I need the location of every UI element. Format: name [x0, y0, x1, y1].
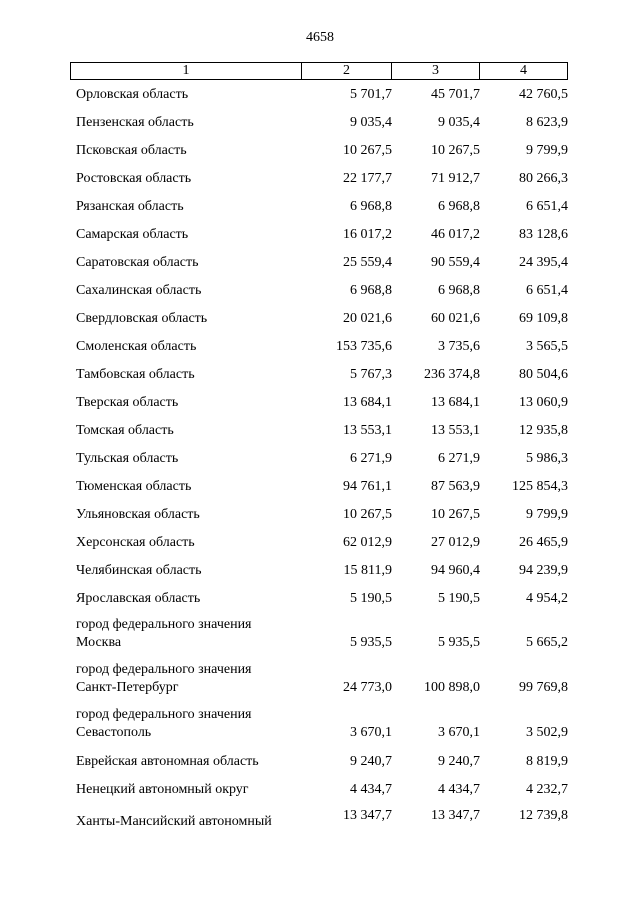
value-col-3: 27 012,9 — [431, 535, 480, 550]
table-row — [70, 364, 570, 392]
region-name: Ростовская область — [76, 171, 192, 186]
value-col-4: 12 739,8 — [519, 808, 568, 823]
value-col-2: 3 670,1 — [350, 725, 392, 740]
table-row — [70, 661, 570, 706]
value-col-4: 8 819,9 — [526, 754, 568, 769]
region-name-line-1: город федерального значения — [76, 662, 252, 677]
value-col-3: 13 347,7 — [431, 808, 480, 823]
value-col-4: 8 623,9 — [526, 115, 568, 130]
value-col-3: 236 374,8 — [424, 367, 480, 382]
region-name — [76, 616, 316, 652]
value-col-4: 5 665,2 — [526, 635, 568, 650]
header-col-3: 3 — [392, 63, 480, 79]
table-row — [70, 392, 570, 420]
table-row — [70, 280, 570, 308]
value-col-2: 13 684,1 — [343, 395, 392, 410]
value-col-4: 24 395,4 — [519, 255, 568, 270]
table-row — [70, 420, 570, 448]
table-row — [70, 532, 570, 560]
value-col-4: 12 935,8 — [519, 423, 568, 438]
value-col-2: 24 773,0 — [343, 680, 392, 695]
table-row — [70, 336, 570, 364]
region-name-line-1: город федерального значения — [76, 707, 252, 722]
region-name: Тюменская область — [76, 479, 192, 494]
header-col-1: 1 — [71, 63, 302, 79]
region-name: Ярославская область — [76, 591, 201, 606]
value-col-4: 80 266,3 — [519, 171, 568, 186]
value-col-3: 6 968,8 — [438, 199, 480, 214]
value-col-3: 94 960,4 — [431, 563, 480, 578]
value-col-2: 5 190,5 — [350, 591, 392, 606]
value-col-3: 60 021,6 — [431, 311, 480, 326]
value-col-3: 10 267,5 — [431, 143, 480, 158]
value-col-3: 6 271,9 — [438, 451, 480, 466]
region-name: Тамбовская область — [76, 367, 195, 382]
table-row — [70, 84, 570, 112]
table-row — [70, 196, 570, 224]
value-col-2: 6 968,8 — [350, 199, 392, 214]
region-name: Рязанская область — [76, 199, 184, 214]
value-col-3: 71 912,7 — [431, 171, 480, 186]
region-name — [76, 706, 316, 742]
value-col-3: 3 735,6 — [438, 339, 480, 354]
region-name: Орловская область — [76, 87, 189, 102]
value-col-3: 13 553,1 — [431, 423, 480, 438]
table-row — [70, 751, 570, 779]
region-name: Томская область — [76, 423, 174, 438]
value-col-4: 94 239,9 — [519, 563, 568, 578]
page-number: 4658 — [306, 30, 334, 45]
value-col-2: 62 012,9 — [343, 535, 392, 550]
value-col-4: 80 504,6 — [519, 367, 568, 382]
table-row — [70, 588, 570, 616]
region-name: Смоленская область — [76, 339, 197, 354]
region-name: Псковская область — [76, 143, 187, 158]
value-col-4: 4 954,2 — [526, 591, 568, 606]
table-row — [70, 616, 570, 661]
value-col-2: 22 177,7 — [343, 171, 392, 186]
table-body — [70, 84, 570, 833]
value-col-4: 6 651,4 — [526, 199, 568, 214]
region-name: Сахалинская область — [76, 283, 202, 298]
value-col-2: 5 767,3 — [350, 367, 392, 382]
region-name-line-2: Санкт-Петербург — [76, 680, 179, 695]
table-row — [70, 308, 570, 336]
value-col-2: 153 735,6 — [336, 339, 392, 354]
value-col-4: 99 769,8 — [519, 680, 568, 695]
value-col-4: 69 109,8 — [519, 311, 568, 326]
value-col-2: 4 434,7 — [350, 782, 392, 797]
value-col-2: 20 021,6 — [343, 311, 392, 326]
value-col-2: 25 559,4 — [343, 255, 392, 270]
value-col-3: 45 701,7 — [431, 87, 480, 102]
region-name — [76, 661, 316, 697]
region-name: Ненецкий автономный округ — [76, 782, 249, 797]
header-col-4: 4 — [520, 63, 527, 78]
region-name: Тверская область — [76, 395, 179, 410]
value-col-2: 13 347,7 — [343, 808, 392, 823]
region-name: Пензенская область — [76, 115, 194, 130]
region-name: Саратовская область — [76, 255, 199, 270]
value-col-4: 5 986,3 — [526, 451, 568, 466]
region-name: Ханты-Мансийский автономный — [76, 814, 272, 829]
table-row — [70, 706, 570, 751]
region-name: Свердловская область — [76, 311, 208, 326]
value-col-4: 26 465,9 — [519, 535, 568, 550]
value-col-4: 4 232,7 — [526, 782, 568, 797]
table-row — [70, 168, 570, 196]
value-col-3: 46 017,2 — [431, 227, 480, 242]
value-col-2: 6 271,9 — [350, 451, 392, 466]
value-col-4: 6 651,4 — [526, 283, 568, 298]
value-col-3: 5 190,5 — [438, 591, 480, 606]
table-row — [70, 252, 570, 280]
table-row — [70, 476, 570, 504]
value-col-2: 94 761,1 — [343, 479, 392, 494]
table-row — [70, 504, 570, 532]
value-col-2: 5 935,5 — [350, 635, 392, 650]
region-name: Херсонская область — [76, 535, 195, 550]
table-row — [70, 560, 570, 588]
table-row — [70, 807, 570, 833]
value-col-4: 125 854,3 — [512, 479, 568, 494]
value-col-2: 9 240,7 — [350, 754, 392, 769]
region-name: Тульская область — [76, 451, 179, 466]
value-col-3: 100 898,0 — [424, 680, 480, 695]
region-name-line-2: Москва — [76, 635, 122, 650]
table-row — [70, 448, 570, 476]
value-col-3: 13 684,1 — [431, 395, 480, 410]
region-name-line-2: Севастополь — [76, 725, 152, 740]
value-col-3: 5 935,5 — [438, 635, 480, 650]
region-name: Еврейская автономная область — [76, 754, 259, 769]
value-col-4: 9 799,9 — [526, 507, 568, 522]
value-col-4: 13 060,9 — [519, 395, 568, 410]
region-name: Челябинская область — [76, 563, 202, 578]
value-col-3: 10 267,5 — [431, 507, 480, 522]
table-row — [70, 224, 570, 252]
value-col-4: 42 760,5 — [519, 87, 568, 102]
value-col-2: 9 035,4 — [350, 115, 392, 130]
value-col-3: 87 563,9 — [431, 479, 480, 494]
region-name-line-1: город федерального значения — [76, 617, 252, 632]
value-col-2: 10 267,5 — [343, 507, 392, 522]
value-col-2: 6 968,8 — [350, 283, 392, 298]
table-header — [70, 62, 568, 80]
value-col-4: 9 799,9 — [526, 143, 568, 158]
value-col-2: 15 811,9 — [343, 563, 392, 578]
value-col-3: 9 035,4 — [438, 115, 480, 130]
value-col-3: 6 968,8 — [438, 283, 480, 298]
table-row — [70, 140, 570, 168]
value-col-2: 13 553,1 — [343, 423, 392, 438]
value-col-3: 9 240,7 — [438, 754, 480, 769]
table-row — [70, 112, 570, 140]
value-col-4: 83 128,6 — [519, 227, 568, 242]
region-name: Самарская область — [76, 227, 189, 242]
value-col-2: 16 017,2 — [343, 227, 392, 242]
value-col-3: 3 670,1 — [438, 725, 480, 740]
region-name: Ульяновская область — [76, 507, 200, 522]
header-col-2: 2 — [302, 63, 392, 79]
value-col-2: 10 267,5 — [343, 143, 392, 158]
value-col-3: 90 559,4 — [431, 255, 480, 270]
value-col-2: 5 701,7 — [350, 87, 392, 102]
value-col-4: 3 502,9 — [526, 725, 568, 740]
value-col-4: 3 565,5 — [526, 339, 568, 354]
value-col-3: 4 434,7 — [438, 782, 480, 797]
table-row — [70, 779, 570, 807]
